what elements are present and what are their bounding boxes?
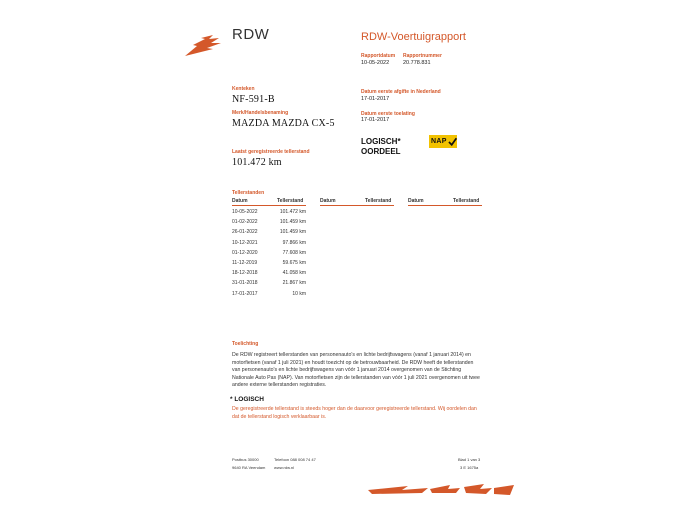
footer-postbus: Postbus 30000 (232, 457, 259, 462)
footer-web: www.rdw.nl (274, 465, 295, 470)
table-row (232, 229, 306, 239)
reading-value: 77.608 km (282, 249, 306, 256)
readings-col-reading-1: Tellerstand (277, 198, 304, 204)
readings-col-date-2: Datum (320, 198, 336, 204)
footer-city: 9640 RA Veendam (232, 465, 266, 470)
readings-col-date-1: Datum (232, 198, 248, 204)
report-title: RDW-Voertuigrapport (361, 31, 466, 43)
verdict-line1: LOGISCH* (361, 137, 401, 146)
readings-header-line-1 (232, 205, 306, 206)
report-number-label: Rapportnummer (403, 53, 442, 59)
brand-value: MAZDA MAZDA CX-5 (232, 118, 335, 129)
reading-value: 21.867 km (282, 280, 306, 287)
readings-col-reading-3: Tellerstand (453, 198, 480, 204)
footer-page: Blad 1 van 3 (458, 457, 481, 462)
nap-logo (429, 135, 457, 148)
report-date: 10-05-2022 (361, 60, 390, 66)
readings-header-line-3 (408, 205, 482, 206)
table-row (232, 260, 306, 270)
report-number: 20.778.831 (403, 60, 431, 66)
reading-date: 01-02-2022 (232, 219, 258, 226)
checkmark-icon (448, 137, 457, 147)
readings-table (232, 209, 306, 301)
table-row (232, 270, 306, 280)
table-row (232, 291, 306, 301)
reading-date: 11-12-2019 (232, 259, 258, 266)
reading-date: 10-05-2022 (232, 209, 258, 215)
rdw-bird-icon (183, 34, 223, 58)
readings-col-reading-2: Tellerstand (365, 198, 392, 204)
nap-logo-text: NAP (431, 138, 447, 145)
reading-date: 26-01-2022 (232, 229, 258, 236)
table-row (232, 240, 306, 250)
logisch-title: * LOGISCH (230, 396, 264, 403)
readings-section-label: Tellerstanden (232, 190, 265, 196)
rdw-logo (183, 34, 223, 58)
table-row (232, 280, 306, 290)
footer-swoosh (368, 480, 518, 498)
first-nl-value: 17-01-2017 (361, 96, 390, 102)
reading-value: 59.675 km (282, 259, 306, 266)
logisch-body: De geregistreerde tellerstand is steeds hoger dan de daarvoor geregistreerde tellerstand. Wij oordelen dan dat de tellerstand logisch verklaarbaar is. (232, 406, 477, 420)
readings-header-line-2 (320, 205, 394, 206)
reading-value: 10 km (292, 290, 306, 297)
plate-value: NF-591-B (232, 94, 275, 105)
footer-code: 3 E 1675a (460, 465, 479, 470)
last-reading-label: Laatst geregistreerde tellerstand (232, 149, 310, 155)
reading-date: 10-12-2021 (232, 239, 258, 246)
reading-date: 31-01-2018 (232, 280, 258, 287)
reading-value: 101.459 km (279, 219, 306, 226)
last-reading-value: 101.472 km (232, 157, 282, 168)
reading-date: 17-01-2017 (232, 290, 258, 297)
reading-value: 101.459 km (279, 229, 306, 236)
first-nl-label: Datum eerste afgifte in Nederland (361, 89, 441, 95)
reading-value: 101.472 km (279, 209, 306, 215)
report-date-label: Rapportdatum (361, 53, 396, 59)
table-row (232, 209, 306, 219)
plate-label: Kenteken (232, 86, 255, 92)
first-admission-label: Datum eerste toelating (361, 111, 415, 117)
verdict-line2: OORDEEL (361, 147, 401, 156)
reading-date: 01-12-2020 (232, 249, 258, 256)
first-admission-value: 17-01-2017 (361, 117, 390, 123)
table-row (232, 219, 306, 229)
readings-col-date-3: Datum (408, 198, 424, 204)
explanation-label: Toelichting (232, 341, 259, 347)
footer-phone: Telefoon 088 008 74 47 (274, 457, 316, 462)
rdw-swoosh-icon (368, 480, 518, 498)
brand-name: RDW (232, 26, 270, 43)
reading-value: 97.866 km (282, 239, 306, 246)
reading-date: 18-12-2018 (232, 270, 258, 277)
brand-label: Merk/Handelsbenaming (232, 110, 289, 116)
table-row (232, 250, 306, 260)
explanation-body: De RDW registreert tellerstanden van personenauto's en lichte bedrijfswagens (vanaf 1 januari 2014) en motorfietsen (vanaf 1 juli 2021) en houdt toezicht op de betrouwbaarheid. De RDW heeft de tellerstanden van personenauto's en lichte bedrijfswagens van vóór 1 januari 2014 overgenomen van de Stichting Nationale Auto Pas (NAP). Van motorfietsen zijn de tellerstanden van vóór 1 juli 2021 overgenomen uit twee andere externe tellerstanden registraties. (232, 352, 480, 389)
reading-value: 41.058 km (282, 270, 306, 277)
